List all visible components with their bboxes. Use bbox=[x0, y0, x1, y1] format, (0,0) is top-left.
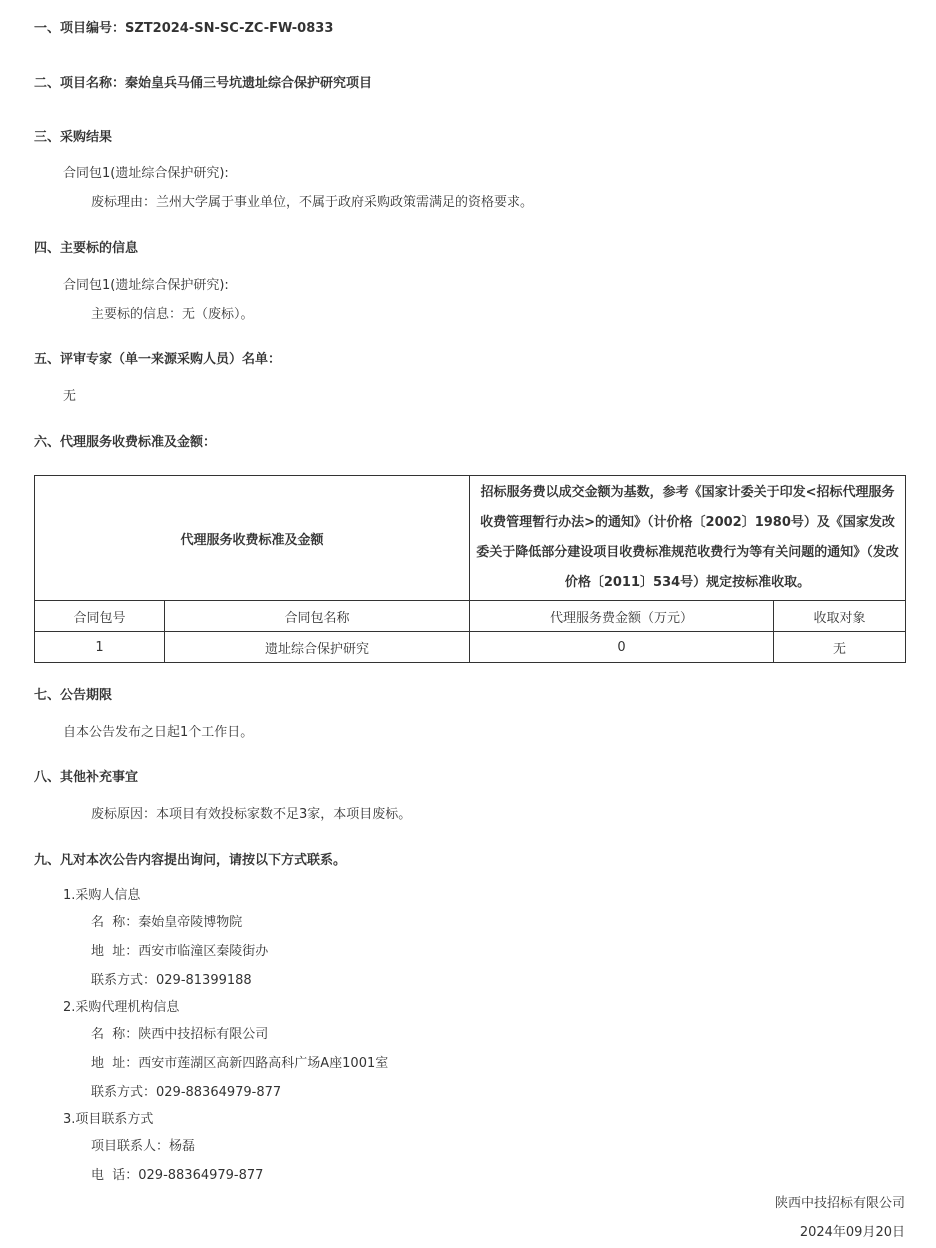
project-contact-person: 项目联系人：杨磊 bbox=[91, 1139, 196, 1154]
agency-name: 名 称：陕西中技招标有限公司 bbox=[91, 1027, 269, 1042]
col-fee-amount: 代理服务费金额（万元） bbox=[470, 601, 774, 632]
purchaser-address: 地 址：西安市临潼区秦陵街办 bbox=[91, 944, 269, 959]
section-contact-title: 九、凡对本次公告内容提出询问，请按以下方式联系。 bbox=[34, 853, 347, 868]
section-fee-title: 六、代理服务收费标准及金额： bbox=[34, 435, 217, 450]
table-row bbox=[35, 632, 906, 663]
section-supplement-title: 八、其他补充事宜 bbox=[34, 770, 139, 785]
supplement-value: 废标原因：本项目有效投标家数不足3家，本项目废标。 bbox=[91, 807, 412, 822]
footer-date: 2024年09月20日 bbox=[799, 1225, 905, 1240]
notice-period-value: 自本公告发布之日起1个工作日。 bbox=[63, 725, 254, 740]
cell-payer: 无 bbox=[774, 632, 906, 663]
fee-header-row bbox=[35, 476, 906, 601]
col-package-number: 合同包号 bbox=[35, 601, 165, 632]
project-name bbox=[34, 75, 372, 93]
fee-header-right: 招标服务费以成交金额为基数，参考《国家计委关于印发<招标代理服务收费管理暂行办法>的通知》（计价格〔2002〕1980号）及《国家发改委关于降低部分建设项目收费标准规范收费行为等有关问题的通知》（发改价格〔2011〕534号）规定按标准收取。 bbox=[470, 476, 906, 601]
result-package: 合同包1(遗址综合保护研究): bbox=[63, 166, 229, 181]
fee-header-left: 代理服务收费标准及金额 bbox=[35, 476, 470, 601]
section-procurement-result-title: 三、采购结果 bbox=[34, 130, 113, 145]
subject-package: 合同包1(遗址综合保护研究): bbox=[63, 278, 229, 293]
experts-value: 无 bbox=[63, 389, 77, 404]
result-reason: 废标理由：兰州大学属于事业单位，不属于政府采购政策需满足的资格要求。 bbox=[91, 195, 534, 210]
purchaser-title: 1.采购人信息 bbox=[63, 888, 141, 903]
cell-package-number: 1 bbox=[35, 632, 165, 663]
footer-org: 陕西中技招标有限公司 bbox=[774, 1196, 905, 1211]
project-number bbox=[34, 20, 333, 38]
section-notice-period-title: 七、公告期限 bbox=[34, 688, 113, 703]
purchaser-contact: 联系方式：029-81399188 bbox=[91, 973, 252, 988]
section-main-subject-title: 四、主要标的信息 bbox=[34, 241, 139, 256]
project-number-value: SZT2024-SN-SC-ZC-FW-0833 bbox=[125, 21, 334, 36]
fee-table bbox=[34, 475, 906, 663]
agency-contact: 联系方式：029-88364979-877 bbox=[91, 1085, 282, 1100]
subject-info: 主要标的信息：无（废标）。 bbox=[91, 307, 254, 322]
project-number-label: 一、项目编号： bbox=[34, 21, 126, 36]
fee-columns-row bbox=[35, 601, 906, 632]
purchaser-name: 名 称：秦始皇帝陵博物院 bbox=[91, 915, 243, 930]
cell-package-name: 遗址综合保护研究 bbox=[165, 632, 470, 663]
cell-fee-amount: 0 bbox=[470, 632, 774, 663]
project-contact-title: 3.项目联系方式 bbox=[63, 1112, 154, 1127]
agency-address: 地 址：西安市莲湖区高新四路高科广场A座1001室 bbox=[91, 1056, 389, 1071]
project-contact-phone: 电 话：029-88364979-877 bbox=[91, 1168, 264, 1183]
agency-title: 2.采购代理机构信息 bbox=[63, 1000, 180, 1015]
section-experts-title: 五、评审专家（单一来源采购人员）名单： bbox=[34, 352, 282, 367]
col-payer: 收取对象 bbox=[774, 601, 906, 632]
project-name-value: 秦始皇兵马俑三号坑遗址综合保护研究项目 bbox=[125, 76, 373, 91]
col-package-name: 合同包名称 bbox=[165, 601, 470, 632]
project-name-label: 二、项目名称： bbox=[34, 76, 126, 91]
